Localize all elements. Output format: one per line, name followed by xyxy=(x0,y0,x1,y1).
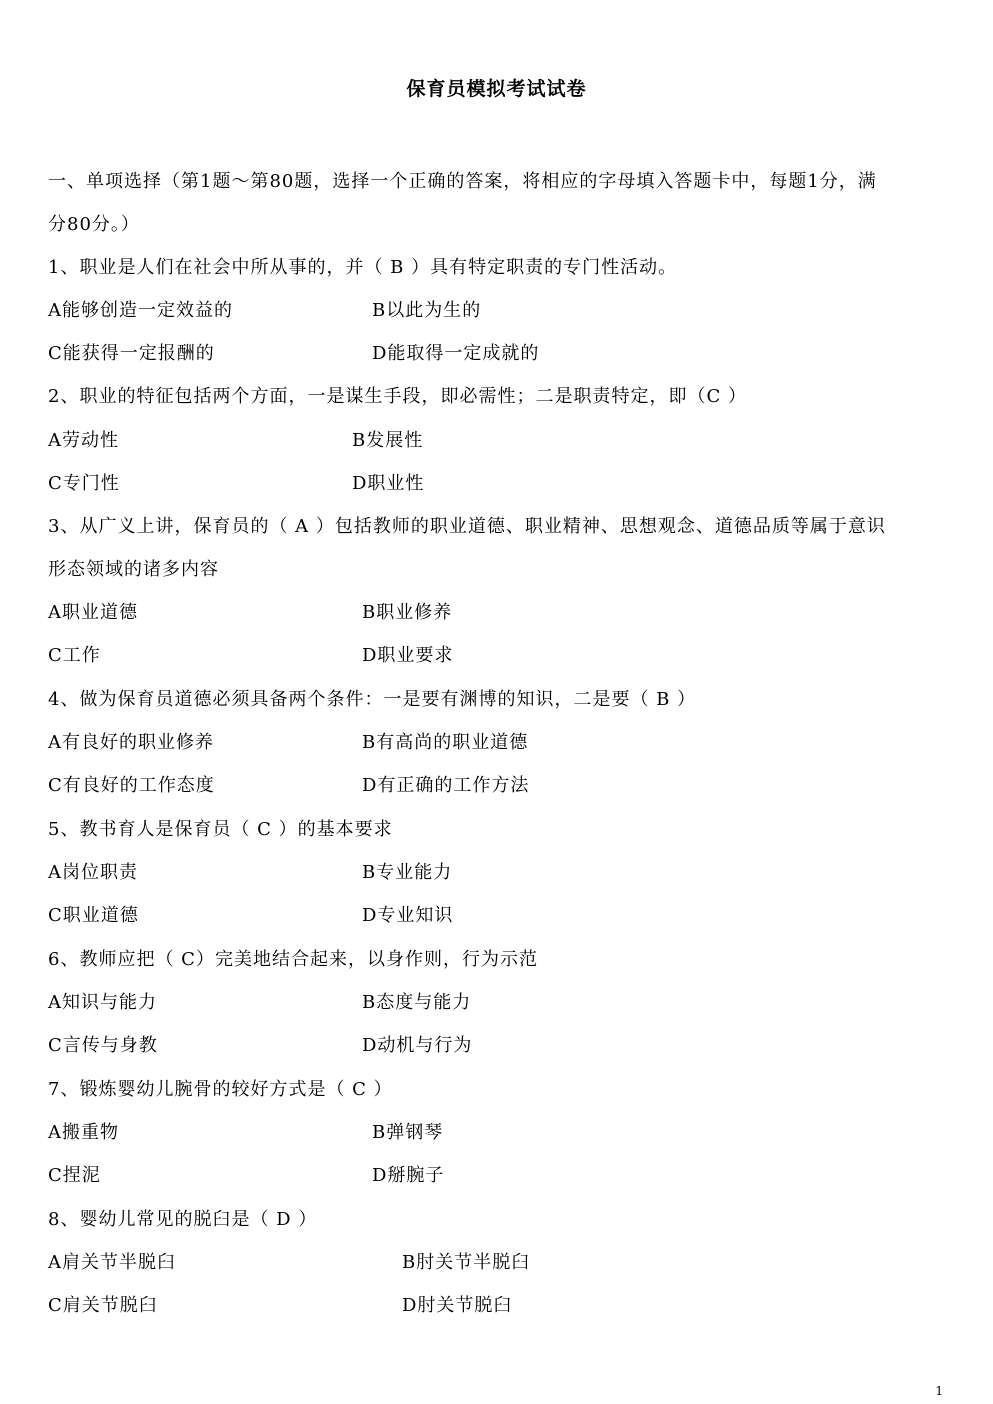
question-1-option-b: B以此为生的 xyxy=(372,300,482,321)
question-6: 6、教师应把（ C）完美地结合起来，以身作则，行为示范 xyxy=(48,949,538,970)
question-5: 5、教书育人是保育员（ C ）的基本要求 xyxy=(48,819,393,840)
question-3-line-1: 3、从广义上讲，保育员的（ A ）包括教师的职业道德、职业精神、思想观念、道德品质等属于意识 xyxy=(48,516,886,537)
question-8-option-a: A肩关节半脱臼 xyxy=(48,1252,176,1273)
question-5-option-c: C职业道德 xyxy=(48,905,139,926)
question-6-option-a: A知识与能力 xyxy=(48,992,157,1013)
question-2: 2、职业的特征包括两个方面，一是谋生手段，即必需性；二是职责特定，即（C ） xyxy=(48,386,747,407)
question-4-option-a: A有良好的职业修养 xyxy=(48,732,214,753)
question-8-option-d: D肘关节脱臼 xyxy=(402,1295,513,1316)
question-1-option-c: C能获得一定报酬的 xyxy=(48,343,215,364)
question-8-option-c: C肩关节脱臼 xyxy=(48,1295,158,1316)
question-3-option-b: B职业修养 xyxy=(362,602,453,623)
question-2-option-a: A劳动性 xyxy=(48,430,119,451)
question-7-option-a: A搬重物 xyxy=(48,1122,119,1143)
page-number: 1 xyxy=(935,1384,943,1398)
question-7-option-b: B弹钢琴 xyxy=(372,1122,444,1143)
question-1: 1、职业是人们在社会中所从事的，并（ B ）具有特定职责的专门性活动。 xyxy=(48,257,678,278)
question-3-line-2: 形态领域的诸多内容 xyxy=(48,559,219,580)
question-4-option-b: B有高尚的职业道德 xyxy=(362,732,529,753)
question-2-option-d: D职业性 xyxy=(352,473,425,494)
question-1-option-a: A能够创造一定效益的 xyxy=(48,300,233,321)
question-2-option-b: B发展性 xyxy=(352,430,424,451)
question-6-option-d: D动机与行为 xyxy=(362,1035,473,1056)
question-5-option-a: A岗位职责 xyxy=(48,862,138,883)
question-7: 7、锻炼婴幼儿腕骨的较好方式是（ C ） xyxy=(48,1079,393,1100)
question-6-option-b: B态度与能力 xyxy=(362,992,472,1013)
question-4: 4、做为保育员道德必须具备两个条件：一是要有渊博的知识，二是要（ B ） xyxy=(48,689,697,710)
question-4-option-d: D有正确的工作方法 xyxy=(362,775,530,796)
question-7-option-c: C捏泥 xyxy=(48,1165,101,1186)
question-6-option-c: C言传与身教 xyxy=(48,1035,158,1056)
question-5-option-d: D专业知识 xyxy=(362,905,454,926)
question-5-option-b: B专业能力 xyxy=(362,862,453,883)
question-3-option-c: C工作 xyxy=(48,645,101,666)
question-8: 8、婴幼儿常见的脱臼是（ D ） xyxy=(48,1209,318,1230)
section-instruction-line-1: 一、单项选择（第1题～第80题，选择一个正确的答案，将相应的字母填入答题卡中，每题1分，满 xyxy=(48,171,877,192)
question-3-option-a: A职业道德 xyxy=(48,602,138,623)
page-title: 保育员模拟考试试卷 xyxy=(406,78,587,100)
question-3-option-d: D职业要求 xyxy=(362,645,454,666)
question-1-option-d: D能取得一定成就的 xyxy=(372,343,540,364)
question-2-option-c: C专门性 xyxy=(48,473,120,494)
question-7-option-d: D掰腕子 xyxy=(372,1165,445,1186)
question-8-option-b: B肘关节半脱臼 xyxy=(402,1252,531,1273)
section-instruction-line-2: 分80分。） xyxy=(48,214,140,235)
question-4-option-c: C有良好的工作态度 xyxy=(48,775,215,796)
